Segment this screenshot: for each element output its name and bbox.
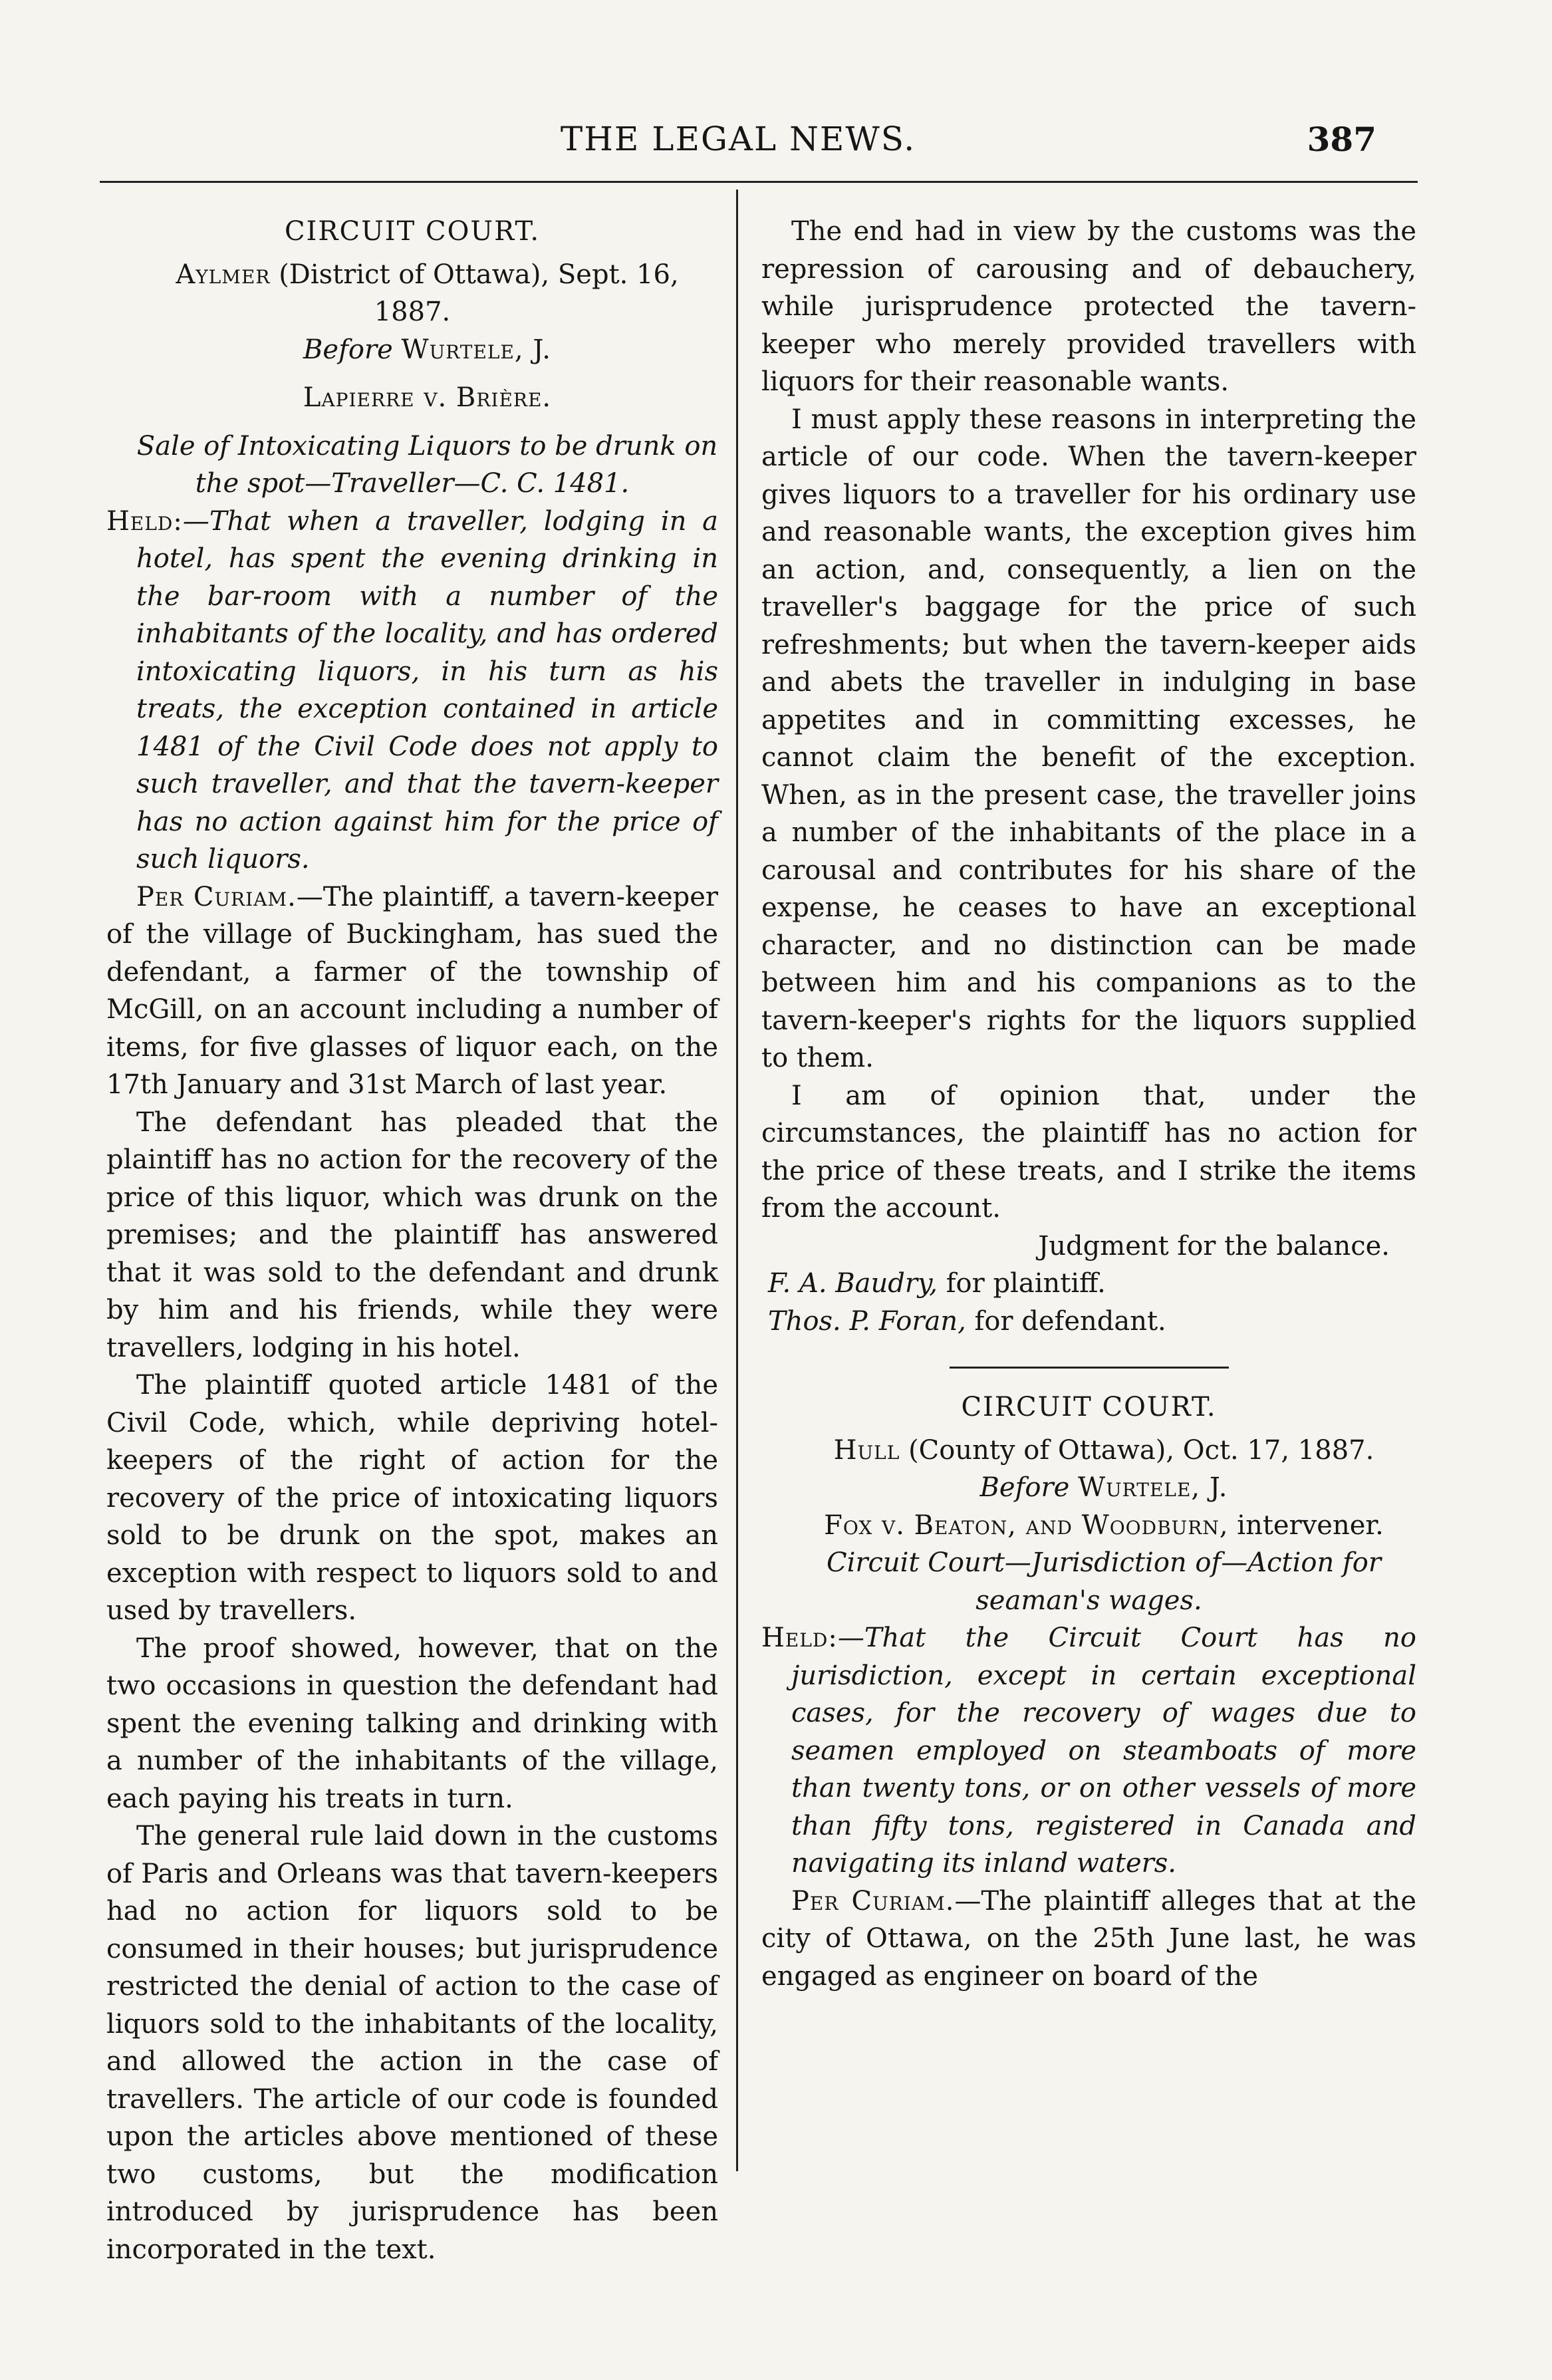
case1-court: CIRCUIT COURT. <box>284 216 541 247</box>
running-head <box>100 120 1376 166</box>
page-number: 387 <box>1307 120 1376 159</box>
running-title: THE LEGAL NEWS. <box>560 120 916 158</box>
case2-place: Hull <box>833 1434 900 1466</box>
case2-venue <box>761 1432 1416 1470</box>
counsel-name: Thos. P. Foran, <box>768 1305 966 1337</box>
case2-place-detail: (County of Ottawa), Oct. 17, 1887. <box>908 1434 1374 1466</box>
case2-parties <box>761 1507 1416 1545</box>
case1-judge: Wurtele, J. <box>401 334 551 365</box>
case1-paragraph: I must apply these reasons in interpreting the article of our code. When the tavern-keeper gives liquors to a traveller for his ordinary use and reasonable wants, the exception gives him an action, and, consequently, a lien on the traveller's baggage for the price of such refreshments; but when the tavern-keeper aids and abets the traveller in indulging in base appetites and in committing excesses, he cannot claim the benefit of the exception. When, as in the present case, the traveller joins a number of the inhabitants of the place in a carousal and contributes for his share of the expense, he ceases to have an exceptional character, and no distinction can be made between him and his companions as to the tavern-keeper's rights for the liquors supplied to them. <box>761 404 1416 1073</box>
case1-paragraph: The defendant has pleaded that the plaintiff has no action for the recovery of the price of this liquor, which was drunk on the premises; and the plaintiff has answered that it was sold to the defendant and drunk by him and his friends, while they were travellers, lodging in his hotel. <box>106 1107 718 1363</box>
right-column <box>761 213 1416 1995</box>
case1-paragraph: The proof showed, however, that on the two occasions in question the defendant had spent the evening talking and drinking with a number of the inhabitants of the village, each paying his treats in turn. <box>106 1633 718 1814</box>
case2-held-text: —That the Circuit Court has no jurisdiction, except in certain exceptional cases, for the recovery of wages due to seamen employed on steamboats of more than twenty tons, or on other vessels of more than fifty tons, registered in Canada and navigating its inland waters. <box>791 1623 1416 1879</box>
case1-held-text: —That when a traveller, lodging in a hotel, has spent the evening drinking in the bar-room with a number of the inhabitants of the locality, and has ordered intoxicating liquors, in his turn as his treats, the exception contained in article 1481 of the Civil Code does not apply to such traveller, and that the tavern-keeper has no action against him for the price of such liquors. <box>136 505 718 874</box>
case2-paragraph <box>761 1883 1416 1996</box>
case2-parties-names: Fox v. Beaton, and Woodburn, <box>824 1510 1229 1541</box>
case1-paragraph: I am of opinion that, under the circumstances, the plaintiff has no action for the price of these treats, and I strike the items from the account. <box>761 1080 1416 1224</box>
case1-parties: Lapierre v. Brière. <box>303 382 552 413</box>
case2-before-label: Before <box>979 1472 1070 1503</box>
case1-paragraph: The plaintiff quoted article 1481 of the Civil Code, which, while depriving hotel-keepers of the right of action for the recovery of the price of intoxicating liquors sold to be drunk on the spot, makes an exception with respect to liquors sold to and used by travellers. <box>106 1370 718 1626</box>
case2-judge: Wurtele, J. <box>1077 1472 1228 1503</box>
case1-paragraph: The general rule laid down in the customs of Paris and Orleans was that tavern-keepers had no action for liquors sold to be consumed in their houses; but jurisprudence restricted the denial of action to the case of liquors sold to the inhabitants of the locality, and allowed the action in the case of travellers. The article of our code is founded upon the articles above mentioned of these two customs, but the modification introduced by jurisprudence has been incorporated in the text. <box>106 1821 718 2265</box>
case1-judgment: Judgment for the balance. <box>1038 1230 1390 1261</box>
case2-per-curiam: Per Curiam. <box>791 1885 955 1917</box>
counsel-role: for plaintiff. <box>946 1268 1106 1299</box>
left-column <box>106 213 718 2268</box>
case2-parties-suffix: intervener. <box>1237 1510 1384 1541</box>
case1-place: Aylmer <box>176 259 271 290</box>
case1-before-label: Before <box>303 334 393 365</box>
case2-before <box>761 1469 1416 1507</box>
column-divider <box>736 190 738 2171</box>
case1-held-label: Held: <box>106 505 183 537</box>
case1-place-detail: (District of Ottawa), Sept. 16, 1887. <box>279 259 679 327</box>
case2-held-label: Held: <box>761 1623 838 1653</box>
case1-paragraph-text: —The plaintiff, a tavern-keeper of the village of Buckingham, has sued the defendant, a farmer of the township of McGill, on an account including a number of items, for five glasses of liquor each, on the 17th January and 31st March of last year. <box>106 881 718 1100</box>
counsel-role: for defendant. <box>974 1305 1166 1337</box>
counsel-name: F. A. Baudry, <box>768 1268 938 1299</box>
case2-held <box>761 1619 1416 1883</box>
section-rule <box>950 1367 1229 1369</box>
case1-per-curiam: Per Curiam. <box>136 881 297 912</box>
case2-court: CIRCUIT COURT. <box>961 1392 1217 1422</box>
case2-paragraph-text: —The plaintiff alleges that at the city of Ottawa, on the 25th June last, he was engaged as engineer on board of the <box>761 1885 1416 1992</box>
case1-counsel-defendant <box>761 1303 1416 1341</box>
case1-subject: Sale of Intoxicating Liquors to be drunk on the spot—Traveller—C. C. 1481. <box>136 430 718 499</box>
case1-held <box>106 503 718 878</box>
header-rule <box>100 181 1418 183</box>
case1-counsel-plaintiff <box>761 1265 1416 1303</box>
case1-before <box>106 331 718 369</box>
case1-paragraph <box>106 878 718 1104</box>
case1-venue <box>106 256 718 331</box>
case1-paragraph: The end had in view by the customs was the repression of carousing and of debauchery, while jurisprudence protected the tavern-keeper who merely provided travellers with liquors for their reasonable wants. <box>761 216 1416 397</box>
case2-subject: Circuit Court—Jurisdiction of—Action for seaman's wages. <box>827 1547 1381 1616</box>
